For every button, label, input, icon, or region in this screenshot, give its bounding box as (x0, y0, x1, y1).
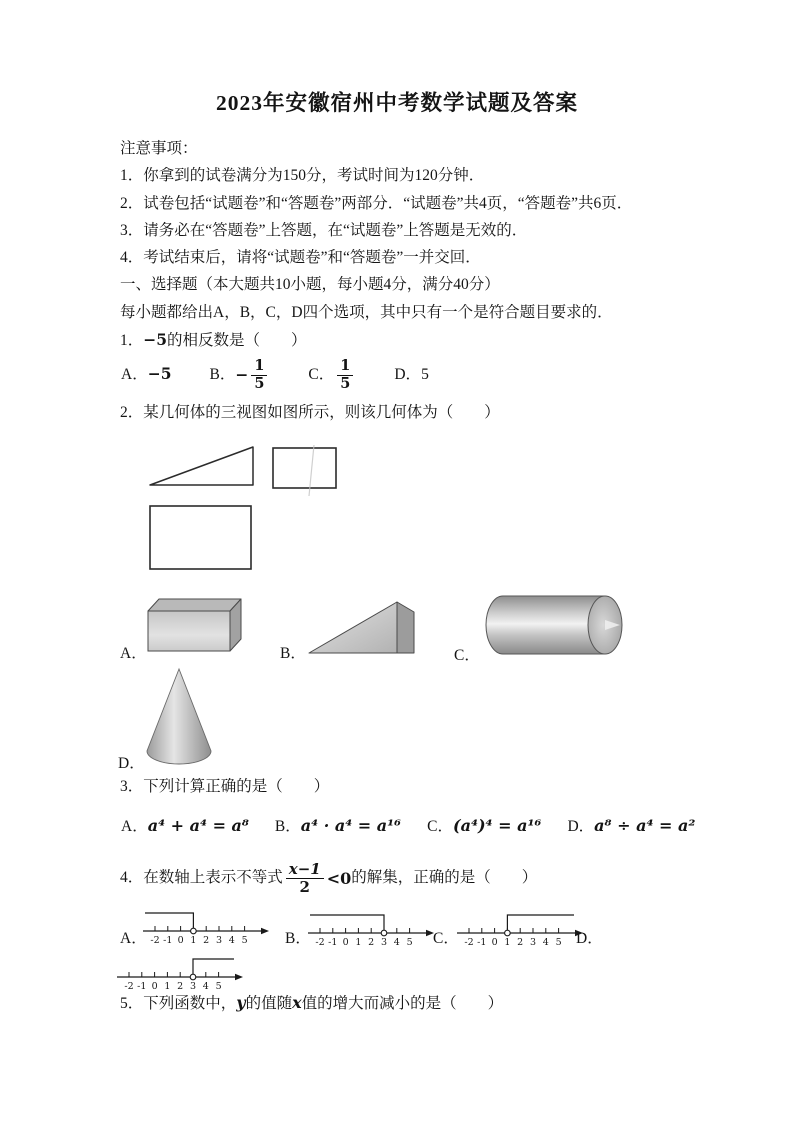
q4-pre: 4．在数轴上表示不等式 (120, 868, 283, 886)
q1-option-c-label: C． (308, 365, 335, 383)
q1-option-d-label: D． (394, 365, 422, 383)
svg-text:1: 1 (355, 937, 362, 948)
svg-text:2: 2 (517, 937, 524, 948)
svg-text:0: 0 (491, 937, 498, 948)
svg-text:0: 0 (177, 935, 184, 946)
q5-post: 值的增大而减小的是（ ） (301, 995, 504, 1012)
numberline-svg (452, 902, 586, 950)
svg-text:-1: -1 (137, 981, 147, 992)
q3-option-c (427, 816, 541, 837)
q1-option-a (121, 365, 171, 385)
svg-text:5: 5 (406, 937, 413, 948)
q3-option-c-expr: (a⁴)⁴ = a¹⁶ (453, 815, 542, 835)
svg-text:0: 0 (151, 981, 158, 992)
q3-option-c-label: C． (427, 817, 453, 835)
q3-option-d (567, 816, 695, 837)
numberline-svg (303, 902, 437, 950)
q4-comparison: <0 (326, 868, 352, 888)
q5-pre: 5．下列函数中， (120, 995, 237, 1012)
question-3-text: 3．下列计算正确的是（ ） (120, 778, 330, 795)
q4-option-a-label: A． (120, 930, 147, 947)
svg-text:-1: -1 (163, 935, 173, 946)
q3-option-b-expr: a⁴ · a⁴ = a¹⁶ (300, 815, 402, 835)
q1-number: 1． (120, 332, 144, 349)
triangular-prism-figure (307, 593, 425, 657)
svg-text:-1: -1 (477, 937, 487, 948)
q4-option-d-label: D． (576, 930, 603, 947)
notice-item-4: 4．考试结束后，请将“试题卷”和“答题卷”一并交回． (120, 249, 481, 266)
side-view-rectangle (273, 448, 336, 488)
svg-text:3: 3 (529, 937, 537, 948)
svg-text:5: 5 (555, 937, 562, 948)
svg-text:3: 3 (189, 981, 197, 992)
numberline-d (112, 946, 246, 994)
front-view-triangle (150, 447, 253, 485)
q1-option-b-fraction (251, 358, 267, 391)
notice-item-2: 2．试卷包括“试题卷”和“答题卷”两部分．“试题卷”共4页，“答题卷”共6页． (120, 195, 633, 212)
q1-option-a-label: A． (121, 366, 148, 384)
q1-value: −5 (143, 330, 168, 349)
q1-option-c-fraction (337, 358, 353, 391)
q3-option-b-label: B． (274, 817, 301, 835)
q1-option-b-sign: − (235, 364, 249, 384)
numberline-a (138, 900, 272, 948)
svg-text:3: 3 (215, 935, 223, 946)
q1-option-b (209, 358, 270, 391)
svg-text:-2: -2 (150, 935, 160, 946)
question-2-text: 2．某几何体的三视图如图所示，则该几何体为（ ） (120, 404, 500, 421)
q1-option-b-label: B． (209, 365, 236, 383)
fraction-denominator: 2 (299, 877, 310, 896)
svg-text:5: 5 (215, 981, 222, 992)
q2-option-d-label: D． (118, 755, 145, 772)
q4-option-b-label: B． (285, 930, 311, 947)
page-title: 2023年安徽宿州中考数学试题及答案 (215, 91, 578, 115)
fraction-numerator: 1 (337, 358, 353, 375)
q3-option-a (121, 816, 249, 837)
q3-option-b (275, 816, 401, 837)
q1-option-c (308, 358, 356, 391)
svg-text:-2: -2 (464, 937, 474, 948)
question-4-text (120, 856, 537, 900)
svg-text:3: 3 (380, 937, 388, 948)
q3-options-row (121, 806, 695, 846)
svg-text:4: 4 (393, 937, 400, 948)
fraction-numerator: 1 (251, 358, 267, 375)
svg-text:5: 5 (241, 935, 248, 946)
q1-post: 的相反数是（ ） (167, 332, 307, 349)
question-5-text (120, 993, 503, 1014)
fraction-numerator: x−1 (286, 861, 324, 879)
svg-text:2: 2 (203, 935, 210, 946)
q1-option-d-value: 5 (421, 365, 429, 383)
cylinder-figure (481, 591, 631, 659)
question-1-text (120, 331, 307, 351)
svg-text:-2: -2 (315, 937, 325, 948)
notice-item-3: 3．请务必在“答题卷”上答题，在“试题卷”上答题是无效的． (120, 222, 528, 239)
svg-text:-1: -1 (328, 937, 338, 948)
three-view-figure (147, 444, 339, 571)
q4-post: 的解集，正确的是（ ） (351, 868, 538, 886)
numberline-svg (138, 900, 272, 948)
q1-option-d (394, 366, 428, 385)
q3-option-a-label: A． (121, 817, 148, 835)
svg-text:-2: -2 (124, 981, 134, 992)
svg-text:1: 1 (164, 981, 171, 992)
numberline-b (303, 902, 437, 950)
q2-option-b-label: B． (280, 645, 306, 662)
svg-text:4: 4 (202, 981, 209, 992)
section-heading: 一、选择题（本大题共10小题，每小题4分，满分40分） (120, 276, 500, 293)
numberline-svg (112, 946, 246, 994)
q3-option-a-expr: a⁴ + a⁴ = a⁸ (147, 815, 249, 835)
fraction-denominator: 5 (254, 374, 265, 392)
q3-option-d-label: D． (567, 817, 595, 835)
svg-text:4: 4 (228, 935, 235, 946)
q5-y-variable: y (236, 993, 246, 1012)
q2-option-a-label: A． (120, 645, 147, 662)
q1-options-row (121, 352, 429, 398)
svg-text:2: 2 (177, 981, 184, 992)
svg-text:1: 1 (504, 937, 511, 948)
q1-option-a-value: −5 (147, 364, 172, 384)
notice-heading: 注意事项： (120, 140, 198, 157)
q4-option-c-label: C． (433, 930, 459, 947)
section-note: 每小题都给出A，B，C，D四个选项，其中只有一个是符合题目要求的． (120, 304, 613, 321)
fraction-denominator: 5 (340, 374, 351, 392)
q2-option-c-label: C． (454, 647, 480, 664)
svg-text:2: 2 (368, 937, 375, 948)
q5-x-variable: x (292, 993, 302, 1012)
svg-text:4: 4 (542, 937, 549, 948)
numberline-c (452, 902, 586, 950)
svg-text:0: 0 (342, 937, 349, 948)
notice-item-1: 1．你拿到的试卷满分为150分，考试时间为120分钟． (120, 167, 485, 184)
q4-fraction (286, 861, 324, 896)
cone-figure (142, 666, 216, 768)
svg-text:1: 1 (190, 935, 197, 946)
q5-mid: 的值随 (245, 995, 293, 1012)
cuboid-figure (142, 595, 254, 657)
q3-option-d-expr: a⁸ ÷ a⁴ = a² (594, 815, 696, 835)
top-view-rectangle (150, 506, 251, 569)
